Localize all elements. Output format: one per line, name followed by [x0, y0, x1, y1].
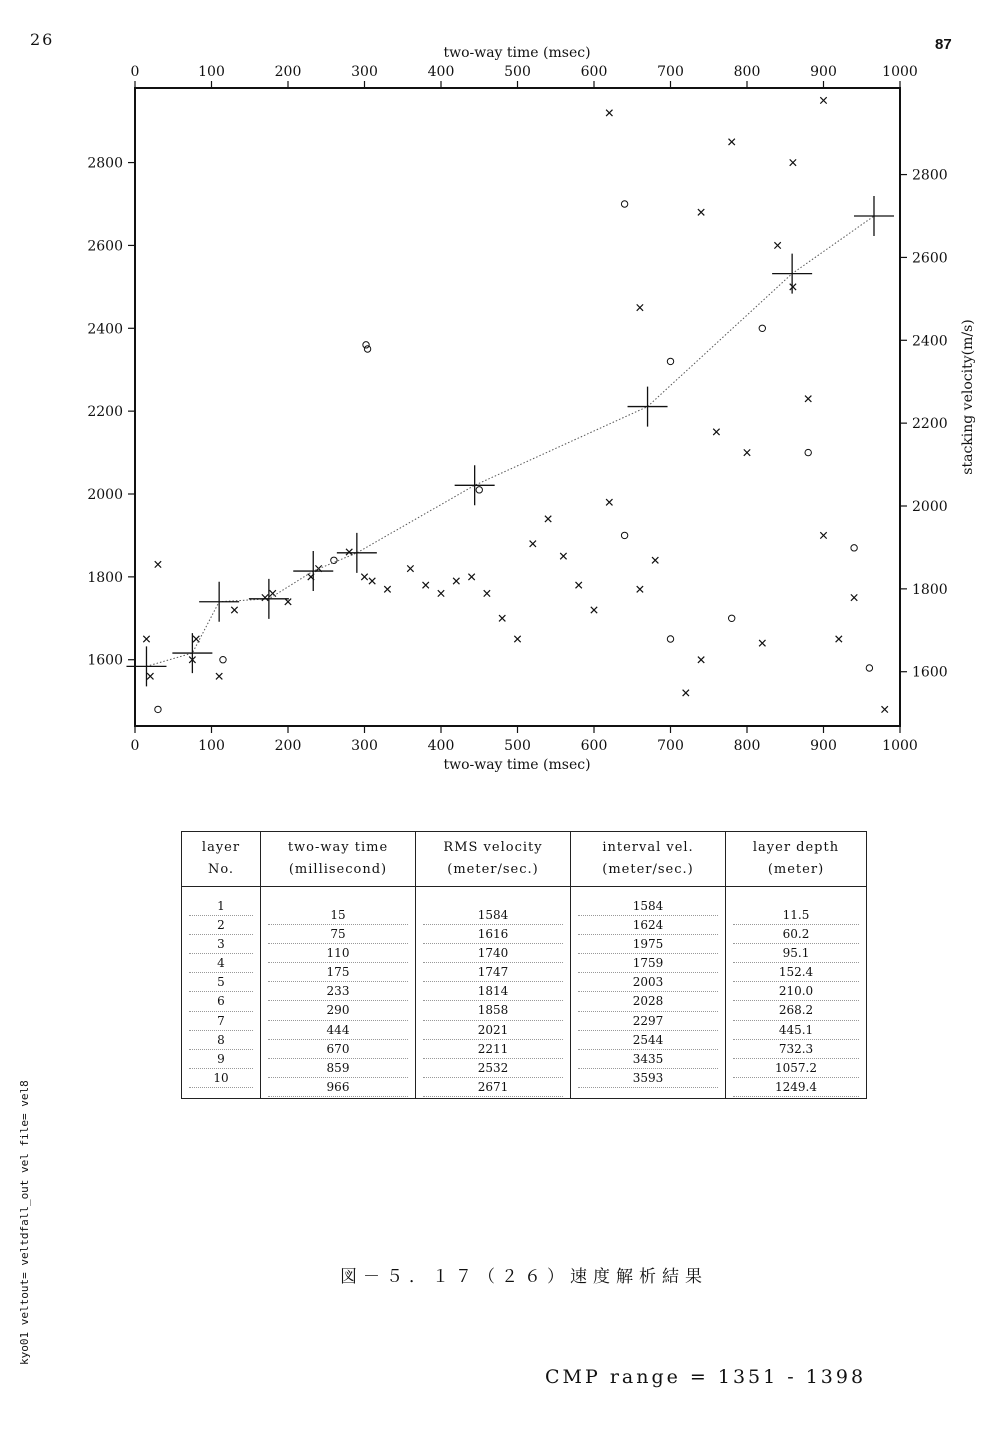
scatter-point — [698, 209, 704, 215]
table-cell: 1584 — [423, 906, 563, 925]
scatter-point — [805, 449, 811, 455]
table-cell: 2671 — [423, 1078, 563, 1097]
scatter-point — [364, 346, 370, 352]
x-tick-label-top: 800 — [733, 64, 761, 80]
scatter-point — [729, 139, 735, 145]
table-cell: 8 — [189, 1031, 253, 1050]
scatter-point — [820, 532, 826, 538]
velocity-picks — [126, 196, 894, 686]
table-cell: 9 — [189, 1050, 253, 1069]
table-cell: 3593 — [578, 1069, 718, 1088]
table-cell: 15 — [268, 906, 408, 925]
scatter-point — [805, 396, 811, 402]
table-cell: 6 — [189, 992, 253, 1011]
y-tick-label-left: 2800 — [87, 155, 123, 172]
x-tick-label-top: 600 — [580, 64, 608, 80]
x-tick-label-top: 300 — [351, 64, 378, 80]
velocity-pick — [854, 196, 894, 236]
scatter-point — [774, 242, 780, 248]
scatter-point — [790, 159, 796, 165]
x-tick-label-top: 100 — [198, 64, 225, 80]
table-cell: 268.2 — [733, 1001, 859, 1020]
table-cell: 2544 — [578, 1031, 718, 1050]
scatter-point — [652, 557, 658, 563]
table-cell: 2 — [189, 916, 253, 935]
table-cell: 1 — [189, 897, 253, 916]
header-rms-velocity: RMS velocity (meter/sec.) — [416, 832, 571, 887]
page-number-right: 87 — [935, 36, 952, 53]
scatter-point — [667, 358, 673, 364]
table-cell: 175 — [268, 963, 408, 982]
velocity-pick — [199, 582, 239, 622]
x-tick-label-bottom: 400 — [427, 738, 455, 754]
y-tick-label-left: 1600 — [87, 652, 123, 669]
scatter-point — [369, 578, 375, 584]
scatter-point — [545, 516, 551, 522]
scatter-point — [499, 615, 505, 621]
x-tick-label-bottom: 800 — [733, 738, 761, 754]
y-tick-label-right: 2400 — [912, 333, 948, 350]
scatter-point — [637, 304, 643, 310]
x-tick-label-bottom: 600 — [580, 738, 608, 754]
scatter-point — [384, 586, 390, 592]
velocity-pick — [249, 579, 289, 619]
scatter-point — [667, 636, 673, 642]
table-cell: 3435 — [578, 1050, 718, 1069]
table-cell: 10 — [189, 1069, 253, 1088]
table-cell: 3 — [189, 935, 253, 954]
scatter-point — [759, 640, 765, 646]
column-rms-velocity — [416, 887, 571, 1099]
plot-frame — [135, 88, 900, 726]
scatter-point — [193, 636, 199, 642]
scatter-point — [851, 594, 857, 600]
scatter-point — [683, 690, 689, 696]
x-tick-label-top: 900 — [810, 64, 837, 80]
scatter-point — [468, 574, 474, 580]
header-layer-depth: layer depth (meter) — [726, 832, 867, 887]
scatter-point — [285, 599, 291, 605]
scatter-point — [606, 110, 612, 116]
table-cell: 5 — [189, 973, 253, 992]
axis-ticks — [128, 81, 907, 733]
table-cell: 4 — [189, 954, 253, 973]
scatter-point — [576, 582, 582, 588]
table-cell: 11.5 — [733, 906, 859, 925]
file-info-label: kyo01 veltout= veltdfall_out vel file= vel8 — [18, 1080, 31, 1365]
scatter-point — [270, 590, 276, 596]
scatter-point — [220, 657, 226, 663]
scatter-point — [476, 487, 482, 493]
table-cell: 1747 — [423, 963, 563, 982]
x-tick-label-top: 1000 — [882, 64, 918, 80]
scatter-point — [361, 574, 367, 580]
cmp-range: CMP range = 1351 - 1398 — [545, 1366, 867, 1388]
scatter-point — [514, 636, 520, 642]
scatter-point — [621, 532, 627, 538]
x-tick-label-top: 500 — [504, 64, 531, 80]
scatter-point — [713, 429, 719, 435]
velocity-pick — [628, 387, 668, 427]
scatter-point — [231, 607, 237, 613]
y-tick-label-left: 2000 — [87, 487, 123, 503]
x-tick-label-bottom: 700 — [657, 738, 684, 754]
table-cell: 445.1 — [733, 1021, 859, 1040]
table-cell: 95.1 — [733, 944, 859, 963]
page-number-left: 26 — [30, 30, 55, 49]
velocity-pick — [337, 533, 377, 573]
table-cell: 444 — [268, 1021, 408, 1040]
y-tick-label-right: 2200 — [912, 416, 948, 433]
header-interval-vel: interval vel. (meter/sec.) — [571, 832, 726, 887]
y-tick-label-right: 2600 — [912, 250, 948, 267]
scatter-point — [216, 673, 222, 679]
table-body-row — [182, 887, 867, 1099]
scatter-point — [363, 342, 369, 348]
table-cell: 1584 — [578, 897, 718, 916]
scatter-point — [346, 549, 352, 555]
table-cell: 75 — [268, 925, 408, 944]
scatter-point — [438, 590, 444, 596]
scatter-point — [820, 97, 826, 103]
scatter-point — [637, 586, 643, 592]
x-tick-label-bottom: 300 — [351, 738, 378, 754]
scatter-point — [453, 578, 459, 584]
y-tick-label-right: 1800 — [912, 581, 948, 598]
table-cell: 1057.2 — [733, 1059, 859, 1078]
table-cell: 732.3 — [733, 1040, 859, 1059]
table-cell: 1616 — [423, 925, 563, 944]
scatter-point — [155, 706, 161, 712]
header-two-way-time: two-way time (millisecond) — [261, 832, 416, 887]
table-cell: 1624 — [578, 916, 718, 935]
x-tick-label-bottom: 200 — [274, 738, 302, 754]
scatter-point — [621, 201, 627, 207]
table-cell: 1858 — [423, 1001, 563, 1020]
table-cell: 110 — [268, 944, 408, 963]
x-tick-label-top: 0 — [130, 64, 140, 80]
header-layer-no: layer No. — [182, 832, 261, 887]
column-two-way-time — [261, 887, 416, 1099]
table-cell: 2028 — [578, 992, 718, 1011]
scatter-point — [836, 636, 842, 642]
table-cell: 2532 — [423, 1059, 563, 1078]
y-axis-label-right: stacking velocity(m/s) — [960, 319, 976, 475]
table-cell: 290 — [268, 1001, 408, 1020]
scatter-point — [262, 594, 268, 600]
scatter-point — [423, 582, 429, 588]
y-tick-label-left: 2400 — [87, 321, 123, 338]
semblance-points — [143, 97, 888, 712]
velocity-pick — [293, 551, 333, 591]
x-axis-label-top: two-way time (msec) — [443, 45, 591, 61]
scatter-point — [591, 607, 597, 613]
scatter-point — [407, 565, 413, 571]
x-tick-label-bottom: 900 — [810, 738, 837, 754]
scatter-point — [143, 636, 149, 642]
x-tick-label-bottom: 100 — [198, 738, 225, 754]
scatter-point — [729, 615, 735, 621]
scatter-point — [698, 657, 704, 663]
table-cell: 152.4 — [733, 963, 859, 982]
x-tick-label-top: 200 — [274, 64, 302, 80]
table-cell: 1759 — [578, 954, 718, 973]
x-tick-label-bottom: 0 — [130, 738, 140, 754]
column-layer-depth — [726, 887, 867, 1099]
y-tick-label-right: 2000 — [912, 499, 948, 515]
scatter-point — [484, 590, 490, 596]
scatter-point — [606, 499, 612, 505]
axis-tick-labels — [87, 64, 947, 754]
column-layer-no — [182, 887, 261, 1099]
scatter-point — [331, 557, 337, 563]
x-tick-label-top: 400 — [427, 64, 455, 80]
table-cell: 670 — [268, 1040, 408, 1059]
x-tick-label-bottom: 500 — [504, 738, 531, 754]
scatter-point — [155, 561, 161, 567]
x-tick-label-bottom: 1000 — [882, 738, 918, 754]
velocity-pick — [772, 254, 812, 294]
table-cell: 1249.4 — [733, 1078, 859, 1097]
y-tick-label-right: 2800 — [912, 167, 948, 184]
velocity-pick — [126, 646, 166, 686]
column-interval-vel — [571, 887, 726, 1099]
table-cell: 1740 — [423, 944, 563, 963]
figure-caption: 図－５．１７（２６）速度解析結果 — [340, 1267, 708, 1287]
table-cell: 859 — [268, 1059, 408, 1078]
y-tick-label-left: 2600 — [87, 238, 123, 255]
scatter-point — [790, 284, 796, 290]
y-tick-label-left: 1800 — [87, 569, 123, 586]
velocity-pick — [172, 633, 212, 673]
table-cell: 233 — [268, 982, 408, 1001]
table-cell: 2003 — [578, 973, 718, 992]
table-cell: 2297 — [578, 1012, 718, 1031]
scatter-point — [147, 673, 153, 679]
table-cell: 1975 — [578, 935, 718, 954]
table-cell: 2211 — [423, 1040, 563, 1059]
scatter-point — [882, 706, 888, 712]
table-cell: 210.0 — [733, 982, 859, 1001]
y-tick-label-left: 2200 — [87, 404, 123, 421]
table-cell: 7 — [189, 1012, 253, 1031]
scatter-point — [530, 541, 536, 547]
scatter-point — [560, 553, 566, 559]
scatter-point — [866, 665, 872, 671]
scatter-point — [851, 545, 857, 551]
table-cell: 2021 — [423, 1021, 563, 1040]
layer-table — [181, 831, 867, 1099]
table-cell: 60.2 — [733, 925, 859, 944]
table-cell: 1814 — [423, 982, 563, 1001]
velocity-pick — [455, 465, 495, 505]
table-cell: 966 — [268, 1078, 408, 1097]
x-axis-label-bottom: two-way time (msec) — [443, 757, 591, 773]
y-tick-label-right: 1600 — [912, 664, 948, 681]
x-tick-label-top: 700 — [657, 64, 684, 80]
table-header-row — [182, 832, 867, 887]
scatter-point — [759, 325, 765, 331]
scatter-point — [744, 449, 750, 455]
